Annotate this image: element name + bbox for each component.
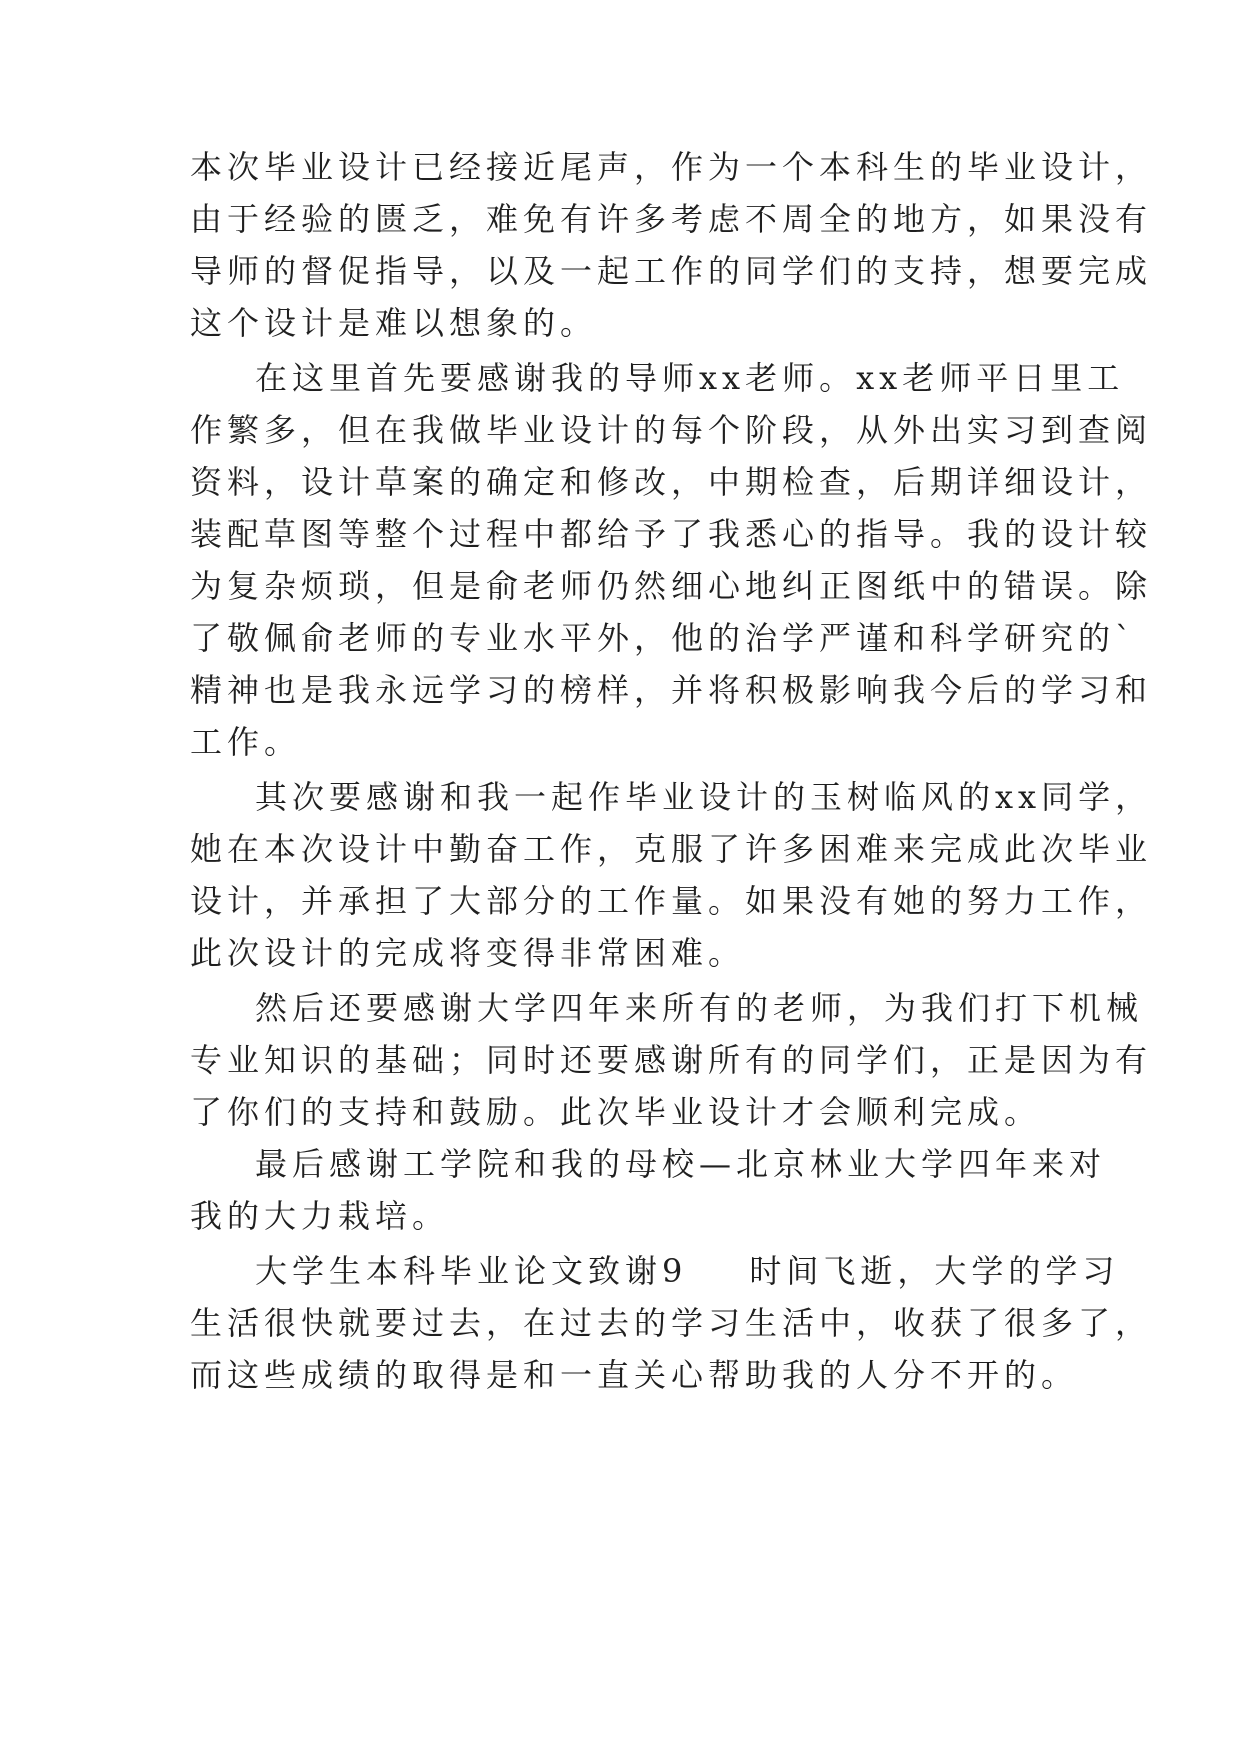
text-line: 资料，设计草案的确定和修改，中期检查，后期详细设计， bbox=[190, 463, 1153, 501]
text-line: 为复杂烦琐，但是俞老师仍然细心地纠正图纸中的错误。除 bbox=[190, 567, 1153, 605]
text-line: 了敬佩俞老师的专业水平外，他的治学严谨和科学研究的` bbox=[190, 619, 1137, 657]
text-line: 我的大力栽培。 bbox=[190, 1197, 450, 1235]
text-line: 由于经验的匮乏，难免有许多考虑不周全的地方，如果没有 bbox=[190, 200, 1153, 238]
text-line: 装配草图等整个过程中都给予了我悉心的指导。我的设计较 bbox=[190, 515, 1153, 553]
text-line: 设计，并承担了大部分的工作量。如果没有她的努力工作， bbox=[190, 882, 1153, 920]
text-line: 此次设计的完成将变得非常困难。 bbox=[190, 934, 746, 972]
text-line: 导师的督促指导，以及一起工作的同学们的支持，想要完成 bbox=[190, 252, 1153, 290]
text-line: 了你们的支持和鼓励。此次毕业设计才会顺利完成。 bbox=[190, 1093, 1042, 1131]
text-line: 这个设计是难以想象的。 bbox=[190, 304, 598, 342]
text-line: 工作。 bbox=[190, 723, 302, 761]
text-line: 生活很快就要过去，在过去的学习生活中，收获了很多了， bbox=[190, 1304, 1153, 1342]
text-line: 她在本次设计中勤奋工作，克服了许多困难来完成此次毕业 bbox=[190, 830, 1153, 868]
text-line: 在这里首先要感谢我的导师xx老师。xx老师平日里工 bbox=[255, 359, 1125, 397]
text-line: 本次毕业设计已经接近尾声，作为一个本科生的毕业设计， bbox=[190, 148, 1153, 186]
heading-line bbox=[255, 1250, 1120, 1292]
text-line: 精神也是我永远学习的榜样，并将积极影响我今后的学习和 bbox=[190, 671, 1153, 709]
thesis-title: 大学生本科毕业论文致谢9 bbox=[255, 1252, 688, 1290]
text-line: 其次要感谢和我一起作毕业设计的玉树临风的xx同学， bbox=[255, 778, 1153, 816]
text-line: 专业知识的基础；同时还要感谢所有的同学们，正是因为有 bbox=[190, 1041, 1153, 1079]
text-line: 而这些成绩的取得是和一直关心帮助我的人分不开的。 bbox=[190, 1356, 1079, 1394]
text-segment: 时间飞逝，大学的学习 bbox=[749, 1252, 1120, 1290]
text-line: 然后还要感谢大学四年来所有的老师，为我们打下机械 bbox=[255, 989, 1144, 1027]
text-line: 作繁多，但在我做毕业设计的每个阶段，从外出实习到查阅 bbox=[190, 411, 1153, 449]
text-line: 最后感谢工学院和我的母校—北京林业大学四年来对 bbox=[255, 1145, 1107, 1183]
